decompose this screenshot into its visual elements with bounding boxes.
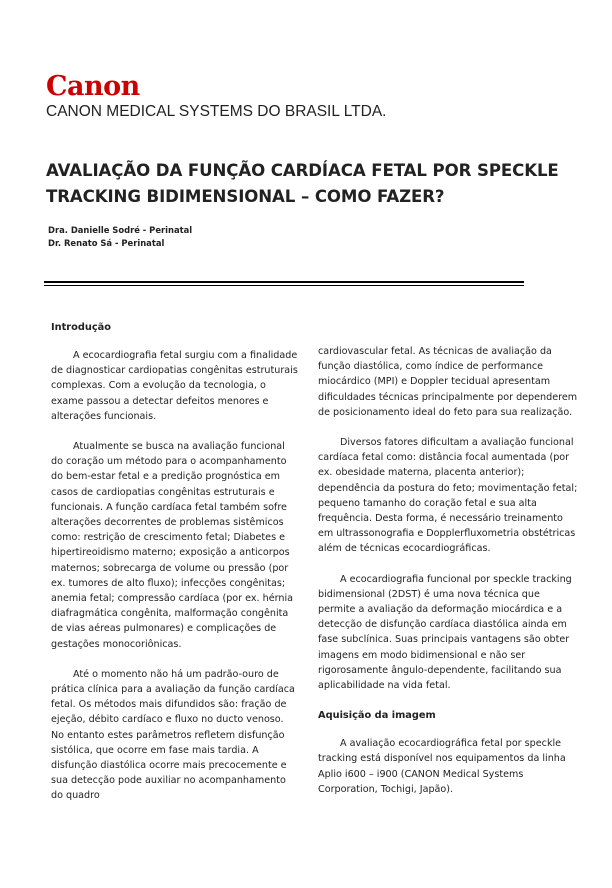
divider-rule [44, 281, 524, 283]
article-title [46, 158, 586, 210]
divider-rule [44, 285, 524, 286]
paragraph: Diversos fatores dificultam a avaliação funcional cardíaca fetal como: distância focal aumentada (por ex. obesidade materna, placenta anterior); dependência da postura do feto; movimentação fetal; pequeno tamanho do coração fetal e sua alta frequência. Desta forma, é necessário treinamento em ultrassonografia e Dopplerfluxometria obstétricas além de técnicas ecocardiográficas. [318, 437, 578, 555]
paragraph: A avaliação ecocardiográfica fetal por speckle tracking está disponível nos equipamentos da linha Aplio i600 – i900 (CANON Medical Systems Corporation, Tochigi, Japão). [318, 738, 566, 795]
author: Dra. Danielle Sodré - Perinatal [48, 225, 193, 235]
paragraph: Atualmente se busca na avaliação funcional do coração um método para o acompanhamento do bem-estar fetal e a predição prognóstica em casos de cardiopatias congênitas estruturais e funcionais. A função cardíaca fetal também sofre alterações decorrentes de problemas sistêmicos como: restrição de crescimento fetal; Diabetes e hipertireoidismo materno; exposição a anticorpos maternos; sobrecarga de volume ou pressão (por ex. tumores de alto fluxo); infecções congênitas; anemia fetal; compressão cardíaca (por ex. hérnia diafragmática congênita, malformação congênita de vias aéreas pulmonares) e complicações de gestações monocoriônicas. [51, 441, 294, 650]
title-line-1: AVALIAÇÃO DA FUNÇÃO CARDÍACA FETAL POR SPECKLE [46, 161, 559, 180]
title-line-2: TRACKING BIDIMENSIONAL – COMO FAZER? [46, 187, 445, 206]
author-list [48, 224, 192, 250]
left-column [51, 320, 299, 819]
paragraph: A ecocardiografia fetal surgiu com a finalidade de diagnosticar cardiopatias congênitas estruturais complexas. Com a evolução da tecnologia, o exame passou a detectar defeitos menores e alterações funcionais. [51, 350, 298, 422]
company-name: CANON MEDICAL SYSTEMS DO BRASIL LTDA. [46, 103, 387, 120]
section-heading-introducao: Introdução [51, 322, 112, 333]
paragraph: Até o momento não há um padrão-ouro de prática clínica para a avaliação da função cardíaca fetal. Os métodos mais difundidos são: fração de ejeção, débito cardíaco e fluxo no ducto venoso. No entanto estes parâmetros refletem disfunção sistólica, que ocorre em fase mais tardia. A disfunção diastólica ocorre mais precocemente e sua detecção pode auxiliar no acompanhamento do quadro [51, 668, 295, 802]
canon-logo: Canon [46, 71, 140, 102]
paragraph: A ecocardiografia funcional por speckle tracking bidimensional (2DST) é uma nova técnica que permite a avaliação da deformação miocárdica e a detecção de disfunção cardíaca diastólica ainda em fase subclínica. Suas principais vantagens são obter imagens em modo bidimensional e não ser rigorosamente ângulo-dependente, facilitando sua aplicabilidade na vida fetal. [318, 573, 572, 692]
section-heading-aquisicao: Aquisição da imagem [318, 710, 436, 722]
author: Dr. Renato Sá - Perinatal [48, 238, 165, 248]
paragraph-continuation: cardiovascular fetal. As técnicas de avaliação da função diastólica, como índice de performance miocárdico (MPI) e Doppler tecidual apresentam dificuldades técnicas principalmente por dependerem de posicionamento ideal do feto para sua realização. [318, 346, 578, 418]
right-column [318, 344, 580, 812]
